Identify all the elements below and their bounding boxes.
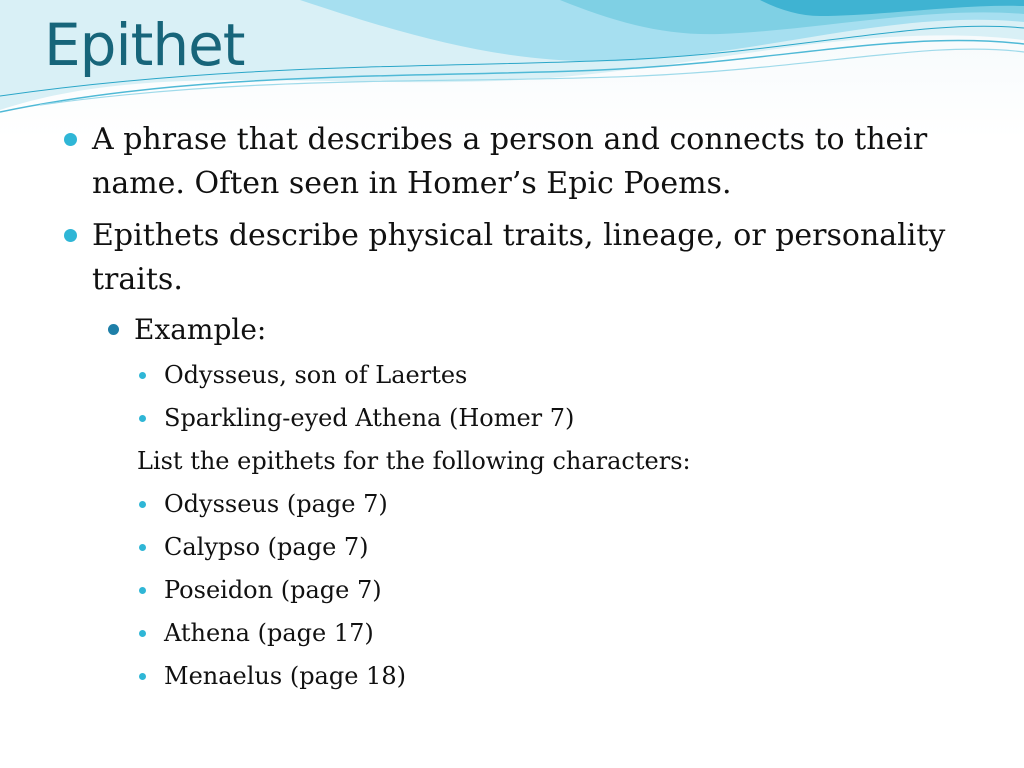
bullet-dot-icon [139,372,146,379]
bullet-text: Epithets describe physical traits, lineage, or personality traits. [92,218,946,297]
bullet-dot-icon [139,415,146,422]
bullet-text: A phrase that describes a person and connects to their name. Often seen in Homer’s Epic Poems. [92,122,928,201]
slide-body [0,118,1024,698]
character-text: Odysseus (page 7) [164,490,388,518]
character-text: Poseidon (page 7) [164,576,382,604]
bullet-dot-icon [64,133,77,146]
character-text: Calypso (page 7) [164,533,369,561]
bullet-dot-icon [108,324,119,335]
slide-title: Epithet [44,11,245,79]
bullet-dot-icon [64,229,77,242]
bullet-definition [0,118,1024,206]
character-text: Athena (page 17) [164,619,374,647]
character-text: Menaelus (page 18) [164,662,406,690]
bullet-dot-icon [139,587,146,594]
character-item [0,483,1024,526]
example-heading [0,310,1024,350]
bullet-dot-icon [139,630,146,637]
bullet-dot-icon [139,501,146,508]
example-item [0,354,1024,397]
bullet-dot-icon [139,544,146,551]
example-item [0,397,1024,440]
bullet-dot-icon [139,673,146,680]
example-text: Odysseus, son of Laertes [164,361,468,389]
character-item [0,526,1024,569]
bullet-traits [0,214,1024,302]
example-label: Example: [134,313,267,346]
character-item [0,569,1024,612]
character-item [0,612,1024,655]
example-text: Sparkling-eyed Athena (Homer 7) [164,404,575,432]
character-item [0,655,1024,698]
instruction-text: List the epithets for the following characters: [137,447,691,475]
